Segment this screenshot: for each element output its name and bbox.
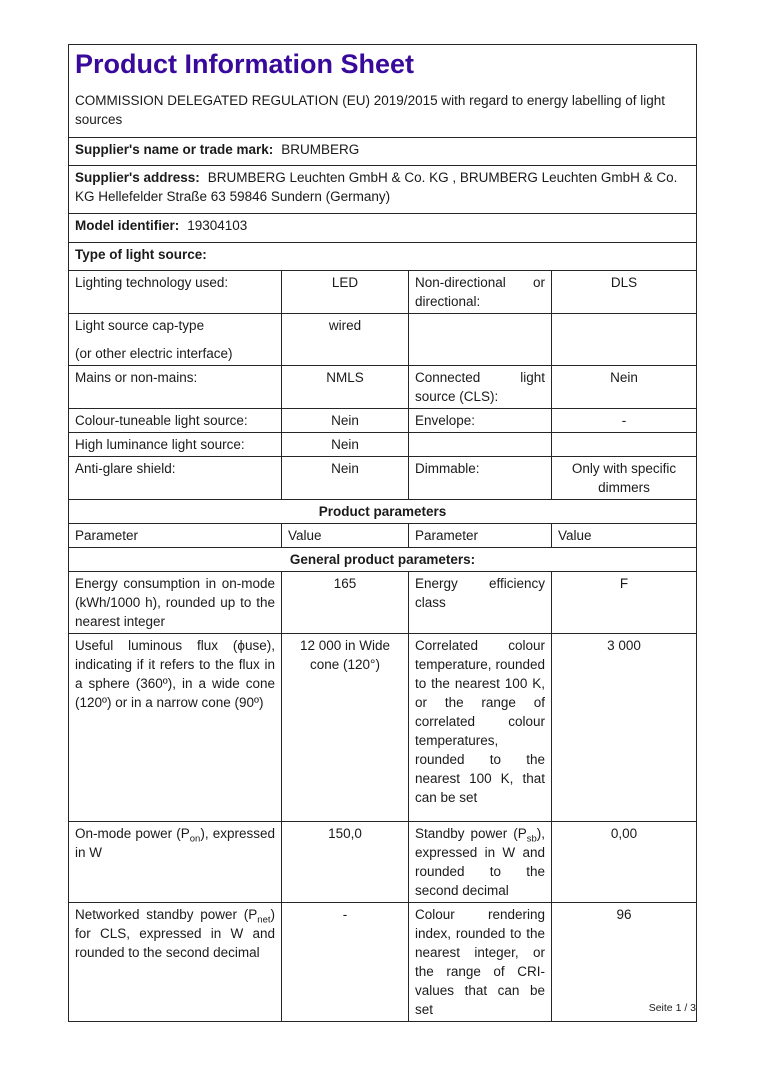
product-parameters-header-row (69, 500, 697, 524)
table-row (69, 457, 697, 500)
param-connected-light-source: Connected light source (CLS): (409, 366, 552, 409)
value-cap-type: wired (282, 314, 409, 366)
supplier-address-label: Supplier's address: (75, 170, 200, 185)
supplier-address-row (69, 166, 697, 214)
table-row (69, 366, 697, 409)
table-row (69, 822, 697, 903)
supplier-address-value: BRUMBERG Leuchten GmbH & Co. KG , BRUMBERG Leuchten GmbH & Co. KG Hellefelder Straße 63 59846 Sundern (Germany) (75, 170, 678, 204)
param-empty (409, 314, 552, 366)
value-dimmable: Only with specific dimmers (571, 461, 677, 495)
value-mains: NMLS (282, 366, 409, 409)
param-energy-efficiency-class: Energy efficiency class (409, 572, 552, 634)
table-row (69, 634, 697, 822)
param-mains: Mains or non-mains: (69, 366, 282, 409)
param-useful-luminous-flux: Useful luminous flux (ϕuse), indicating if it refers to the flux in a sphere (360º), in a wide cone (120º) or in a narrow cone (90º) (69, 634, 282, 822)
type-of-light-source-header-row (69, 243, 697, 271)
param-networked-standby-power: Networked standby power $(P_{net})$ for CLS, expressed in W and rounded to the second decimal (69, 903, 282, 1022)
model-identifier-value: 19304103 (187, 218, 248, 233)
value-on-mode-power: 150,0 (282, 822, 409, 903)
model-identifier-row (69, 214, 697, 243)
column-header-parameter: Parameter (409, 524, 552, 548)
param-dimmable: Dimmable: (409, 457, 552, 500)
supplier-name-value: BRUMBERG (281, 142, 360, 157)
value-high-luminance: Nein (282, 433, 409, 457)
param-anti-glare: Anti-glare shield: (69, 457, 282, 500)
param-colour-rendering-index: Colour rendering index, rounded to the nearest integer, or the range of CRI-values that can be set (409, 903, 552, 1022)
value-useful-luminous-flux: 12 000 in Wide cone (120°) (282, 634, 409, 822)
table-row (69, 409, 697, 433)
table-row (69, 572, 697, 634)
value-connected-light-source: Nein (552, 366, 697, 409)
general-parameters-header: General product parameters: (69, 548, 697, 572)
param-on-mode-power: On-mode power $(P_{on})$, expressed in W (69, 822, 282, 903)
type-of-light-source-header: Type of light source: (69, 243, 697, 271)
param-envelope: Envelope: (409, 409, 552, 433)
column-header-value: Value (552, 524, 697, 548)
value-envelope: - (552, 409, 697, 433)
param-high-luminance: High luminance light source: (69, 433, 282, 457)
product-parameters-header: Product parameters (69, 500, 697, 524)
param-energy-consumption: Energy consumption in on-mode (kWh/1000 h), rounded up to the nearest integer (69, 572, 282, 634)
column-header-value: Value (282, 524, 409, 548)
value-energy-consumption: 165 (282, 572, 409, 634)
table-row (69, 433, 697, 457)
param-colour-tuneable: Colour-tuneable light source: (69, 409, 282, 433)
value-empty (552, 314, 697, 366)
page-title: Product Information Sheet (75, 49, 415, 79)
param-directionality: Non-directional or directional: (409, 271, 552, 314)
value-anti-glare: Nein (282, 457, 409, 500)
value-energy-efficiency-class: F (552, 572, 697, 634)
regulation-subtitle: COMMISSION DELEGATED REGULATION (EU) 2019/2015 with regard to energy labelling of light sources (75, 93, 665, 127)
value-colour-tuneable: Nein (282, 409, 409, 433)
param-empty (409, 433, 552, 457)
column-header-row (69, 524, 697, 548)
supplier-name-row (69, 138, 697, 166)
param-lighting-technology: Lighting technology used: (69, 271, 282, 314)
page-number: Seite 1 / 3 (648, 1002, 696, 1014)
table-row (69, 271, 697, 314)
value-standby-power: 0,00 (552, 822, 697, 903)
product-info-table (68, 44, 697, 1022)
param-cap-type-line2: (or other electric interface) (75, 346, 233, 361)
value-correlated-colour-temperature: 3 000 (552, 634, 697, 822)
supplier-name-label: Supplier's name or trade mark: (75, 142, 274, 157)
model-identifier-label: Model identifier: (75, 218, 180, 233)
title-row (69, 45, 697, 138)
value-lighting-technology: LED (282, 271, 409, 314)
value-colour-rendering-index: 96 (552, 903, 697, 1022)
value-networked-standby-power: - (282, 903, 409, 1022)
param-correlated-colour-temperature: Correlated colour temperature, rounded to the nearest 100 K, or the range of correlated colour temperatures, rounded to the nearest 100 K, that can be set (409, 634, 552, 822)
general-parameters-header-row (69, 548, 697, 572)
column-header-parameter: Parameter (69, 524, 282, 548)
value-directionality: DLS (552, 271, 697, 314)
param-cap-type-line1: Light source cap-type (75, 318, 205, 333)
value-empty (552, 433, 697, 457)
table-row (69, 314, 697, 366)
param-standby-power: Standby power $(P_{sb})$, expressed in W and rounded to the second decimal (409, 822, 552, 903)
